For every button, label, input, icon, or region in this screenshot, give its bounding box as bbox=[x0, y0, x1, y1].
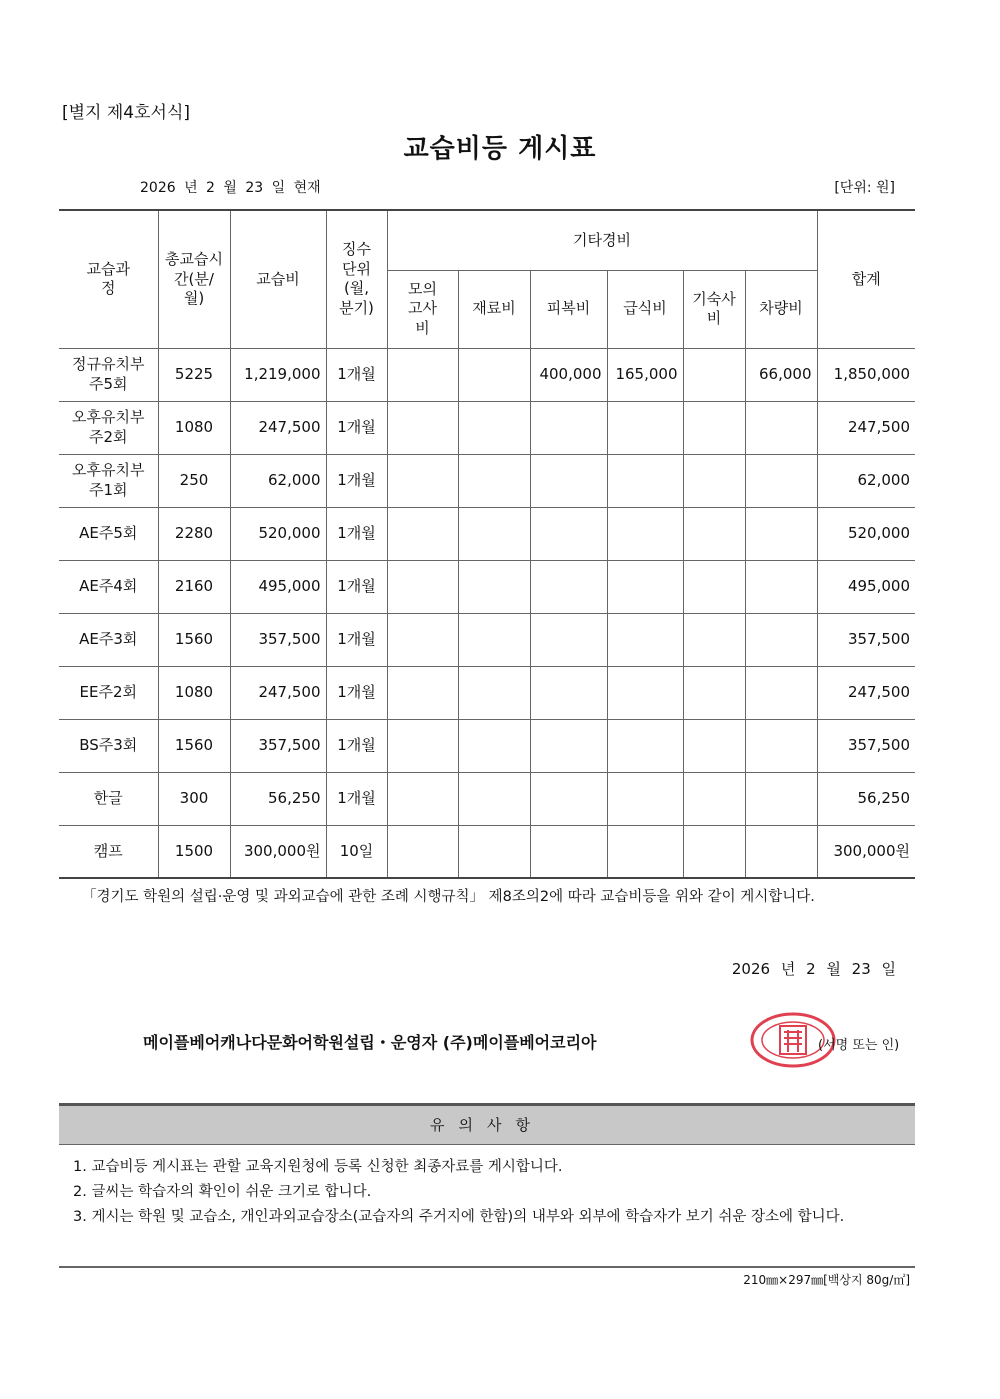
header-clothing: 피복비 bbox=[530, 270, 607, 348]
header-total-hours bbox=[158, 210, 230, 348]
table-row bbox=[59, 772, 915, 825]
cell-materials bbox=[458, 613, 530, 666]
cell-hours: 300 bbox=[158, 772, 230, 825]
cell-clothing bbox=[530, 825, 607, 878]
cell-materials bbox=[458, 454, 530, 507]
header-meals: 급식비 bbox=[607, 270, 683, 348]
cell-hours: 1560 bbox=[158, 613, 230, 666]
cell-meals bbox=[607, 507, 683, 560]
cell-vehicle bbox=[745, 613, 817, 666]
cell-mock bbox=[387, 772, 458, 825]
cell-vehicle bbox=[745, 772, 817, 825]
operator-name: 메이플베어캐나다문화어학원설립・운영자 (주)메이플베어코리아 bbox=[143, 1033, 597, 1052]
cell-mock bbox=[387, 507, 458, 560]
table-row bbox=[59, 507, 915, 560]
cell-dorm bbox=[683, 348, 745, 401]
header-materials: 재료비 bbox=[458, 270, 530, 348]
cell-vehicle bbox=[745, 507, 817, 560]
sign-date: 2026 년 2 월 23 일 bbox=[731, 960, 896, 978]
cell-vehicle: 66,000 bbox=[745, 348, 817, 401]
cell-materials bbox=[458, 348, 530, 401]
notes-list bbox=[59, 1145, 915, 1230]
cell-materials bbox=[458, 719, 530, 772]
cell-meals bbox=[607, 719, 683, 772]
list-item: 1. 교습비등 게시표는 관할 교육지원청에 등록 신청한 최종자료를 게시합니다. bbox=[73, 1159, 563, 1175]
cell-course: 정규유치부주5회 bbox=[59, 348, 158, 401]
cell-dorm bbox=[683, 401, 745, 454]
cell-mock bbox=[387, 613, 458, 666]
cell-course: 한글 bbox=[59, 772, 158, 825]
header-dormitory-label: 기숙사비 bbox=[692, 289, 736, 327]
table-row bbox=[59, 613, 915, 666]
cell-total: 495,000 bbox=[817, 560, 915, 613]
cell-materials bbox=[458, 507, 530, 560]
cell-course: AE주4회 bbox=[59, 560, 158, 613]
cell-unit: 1개월 bbox=[326, 666, 387, 719]
paper-spec: 210㎜×297㎜[백상지 80g/㎡] bbox=[743, 1273, 910, 1287]
cell-dorm bbox=[683, 772, 745, 825]
cell-total: 56,250 bbox=[817, 772, 915, 825]
cell-total: 300,000원 bbox=[817, 825, 915, 878]
fee-table-body bbox=[59, 348, 915, 878]
cell-total: 357,500 bbox=[817, 613, 915, 666]
cell-meals bbox=[607, 401, 683, 454]
cell-unit: 1개월 bbox=[326, 719, 387, 772]
table-row bbox=[59, 401, 915, 454]
header-mock-exam bbox=[387, 270, 458, 348]
cell-total: 1,850,000 bbox=[817, 348, 915, 401]
cell-vehicle bbox=[745, 560, 817, 613]
unit-label: [단위: 원] bbox=[834, 180, 895, 196]
table-row bbox=[59, 666, 915, 719]
cell-tuition: 357,500 bbox=[230, 613, 326, 666]
cell-materials bbox=[458, 825, 530, 878]
cell-materials bbox=[458, 772, 530, 825]
cell-hours: 1080 bbox=[158, 401, 230, 454]
cell-tuition: 495,000 bbox=[230, 560, 326, 613]
cell-total: 62,000 bbox=[817, 454, 915, 507]
cell-unit: 1개월 bbox=[326, 560, 387, 613]
cell-clothing bbox=[530, 507, 607, 560]
cell-clothing bbox=[530, 613, 607, 666]
cell-course: 오후유치부주1회 bbox=[59, 454, 158, 507]
cell-unit: 1개월 bbox=[326, 772, 387, 825]
cell-unit: 1개월 bbox=[326, 613, 387, 666]
form-label: [별지 제4호서식] bbox=[62, 103, 191, 123]
cell-total: 247,500 bbox=[817, 666, 915, 719]
header-dormitory bbox=[683, 270, 745, 348]
cell-mock bbox=[387, 454, 458, 507]
cell-hours: 2160 bbox=[158, 560, 230, 613]
cell-tuition: 247,500 bbox=[230, 401, 326, 454]
cell-total: 357,500 bbox=[817, 719, 915, 772]
cell-course: BS주3회 bbox=[59, 719, 158, 772]
cell-mock bbox=[387, 825, 458, 878]
cell-mock bbox=[387, 401, 458, 454]
posting-date: 2026 년 2 월 23 일 현재 bbox=[140, 180, 321, 196]
cell-tuition: 62,000 bbox=[230, 454, 326, 507]
cell-clothing bbox=[530, 772, 607, 825]
cell-mock bbox=[387, 719, 458, 772]
cell-hours: 250 bbox=[158, 454, 230, 507]
notes-header: 유의사항 bbox=[59, 1106, 915, 1145]
table-row bbox=[59, 719, 915, 772]
header-mock-exam-label: 모의고사비 bbox=[408, 279, 437, 337]
header-vehicle: 차량비 bbox=[745, 270, 817, 348]
header-tuition: 교습비 bbox=[230, 210, 326, 348]
cell-tuition: 520,000 bbox=[230, 507, 326, 560]
cell-unit: 1개월 bbox=[326, 507, 387, 560]
cell-meals bbox=[607, 666, 683, 719]
cell-vehicle bbox=[745, 401, 817, 454]
cell-dorm bbox=[683, 719, 745, 772]
cell-meals bbox=[607, 560, 683, 613]
cell-materials bbox=[458, 560, 530, 613]
cell-tuition: 357,500 bbox=[230, 719, 326, 772]
cell-meals: 165,000 bbox=[607, 348, 683, 401]
cell-hours: 1080 bbox=[158, 666, 230, 719]
table-row bbox=[59, 825, 915, 878]
header-course bbox=[59, 210, 158, 348]
list-item: 2. 글씨는 학습자의 확인이 쉬운 크기로 합니다. bbox=[73, 1184, 372, 1200]
cell-materials bbox=[458, 401, 530, 454]
header-collection-unit bbox=[326, 210, 387, 348]
cell-course: EE주2회 bbox=[59, 666, 158, 719]
cell-clothing bbox=[530, 454, 607, 507]
cell-clothing bbox=[530, 666, 607, 719]
table-row bbox=[59, 454, 915, 507]
page-title: 교습비등 게시표 bbox=[403, 134, 597, 164]
cell-mock bbox=[387, 348, 458, 401]
cell-unit: 1개월 bbox=[326, 454, 387, 507]
cell-dorm bbox=[683, 454, 745, 507]
cell-tuition: 1,219,000 bbox=[230, 348, 326, 401]
cell-mock bbox=[387, 560, 458, 613]
header-other-expenses: 기타경비 bbox=[387, 210, 817, 270]
cell-course: 캠프 bbox=[59, 825, 158, 878]
cell-meals bbox=[607, 825, 683, 878]
signature-note: (서명 또는 인) bbox=[818, 1038, 900, 1053]
cell-clothing: 400,000 bbox=[530, 348, 607, 401]
header-collection-unit-label: 징수단위(월, 분기) bbox=[339, 240, 374, 317]
notice-text: 「경기도 학원의 설립·운영 및 과외교습에 관한 조례 시행규칙」 제8조의2에 따라 교습비등을 위와 같이 게시합니다. bbox=[82, 889, 815, 905]
header-total-hours-label: 총교습시간(분/월) bbox=[165, 250, 223, 307]
cell-dorm bbox=[683, 560, 745, 613]
cell-dorm bbox=[683, 666, 745, 719]
cell-clothing bbox=[530, 719, 607, 772]
cell-tuition: 247,500 bbox=[230, 666, 326, 719]
cell-clothing bbox=[530, 401, 607, 454]
cell-vehicle bbox=[745, 719, 817, 772]
cell-unit: 1개월 bbox=[326, 348, 387, 401]
table-row bbox=[59, 348, 915, 401]
cell-hours: 5225 bbox=[158, 348, 230, 401]
cell-dorm bbox=[683, 613, 745, 666]
table-row bbox=[59, 560, 915, 613]
cell-hours: 2280 bbox=[158, 507, 230, 560]
cell-tuition: 300,000원 bbox=[230, 825, 326, 878]
cell-vehicle bbox=[745, 454, 817, 507]
list-item: 3. 게시는 학원 및 교습소, 개인과외교습장소(교습자의 주거지에 한함)의 내부와 외부에 학습자가 보기 쉬운 장소에 합니다. bbox=[73, 1209, 845, 1225]
cell-hours: 1500 bbox=[158, 825, 230, 878]
cell-total: 247,500 bbox=[817, 401, 915, 454]
cell-unit: 10일 bbox=[326, 825, 387, 878]
cell-meals bbox=[607, 613, 683, 666]
cell-dorm bbox=[683, 825, 745, 878]
header-course-label: 교습과정 bbox=[86, 259, 130, 298]
cell-total: 520,000 bbox=[817, 507, 915, 560]
cell-tuition: 56,250 bbox=[230, 772, 326, 825]
cell-meals bbox=[607, 772, 683, 825]
cell-unit: 1개월 bbox=[326, 401, 387, 454]
cell-course: AE주3회 bbox=[59, 613, 158, 666]
fee-table bbox=[59, 209, 915, 879]
cell-vehicle bbox=[745, 825, 817, 878]
cell-clothing bbox=[530, 560, 607, 613]
notes-section bbox=[59, 1103, 915, 1268]
cell-course: AE주5회 bbox=[59, 507, 158, 560]
cell-vehicle bbox=[745, 666, 817, 719]
cell-meals bbox=[607, 454, 683, 507]
cell-materials bbox=[458, 666, 530, 719]
cell-dorm bbox=[683, 507, 745, 560]
cell-course: 오후유치부주2회 bbox=[59, 401, 158, 454]
cell-mock bbox=[387, 666, 458, 719]
header-total: 합계 bbox=[817, 210, 915, 348]
cell-hours: 1560 bbox=[158, 719, 230, 772]
